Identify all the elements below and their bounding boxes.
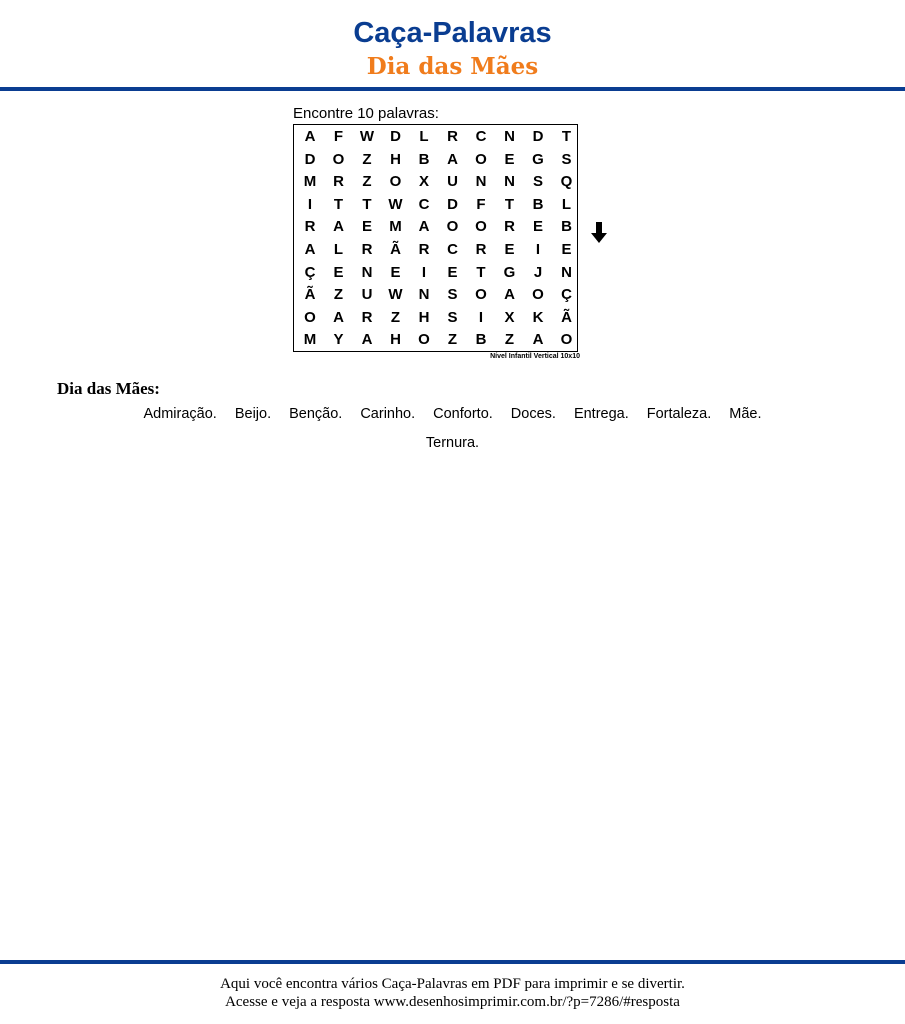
word-item: Ternura. bbox=[425, 435, 480, 451]
grid-letter: T bbox=[561, 128, 572, 145]
word-list-title: Dia das Mães: bbox=[57, 379, 160, 398]
grid-letter: E bbox=[333, 263, 344, 281]
grid-letter: Ã bbox=[304, 286, 316, 304]
grid-letter: M bbox=[303, 173, 317, 191]
grid-letter: E bbox=[361, 218, 372, 236]
grid-letter: L bbox=[419, 128, 429, 145]
footer-divider bbox=[0, 960, 905, 964]
grid-letter: G bbox=[503, 263, 516, 281]
grid-letter: N bbox=[504, 128, 515, 145]
puzzle-instruction: Encontre 10 palavras: bbox=[293, 105, 439, 122]
grid-letter: Z bbox=[333, 286, 344, 304]
grid-letter: B bbox=[561, 218, 572, 236]
page-title: Caça-Palavras bbox=[353, 17, 552, 49]
grid-letter: R bbox=[475, 241, 487, 258]
grid-letter: Z bbox=[362, 173, 372, 191]
grid-letter: S bbox=[447, 286, 458, 304]
grid-letter: H bbox=[418, 308, 430, 326]
grid-letter: O bbox=[304, 308, 316, 326]
grid-letter: S bbox=[561, 150, 572, 168]
grid-letter: Ã bbox=[561, 308, 572, 326]
word-item: Conforto. bbox=[433, 406, 493, 422]
grid-letter: H bbox=[390, 331, 401, 349]
grid-letter: O bbox=[560, 331, 573, 349]
grid-letter: U bbox=[447, 173, 458, 191]
grid-letter: A bbox=[418, 218, 430, 236]
grid-letter: Z bbox=[447, 331, 458, 349]
grid-letter: A bbox=[333, 218, 344, 236]
grid-letter: A bbox=[333, 308, 344, 326]
grid-letter: T bbox=[362, 195, 372, 213]
header-divider bbox=[0, 87, 905, 91]
grid-letter: O bbox=[475, 150, 487, 168]
grid-letter: R bbox=[418, 241, 430, 258]
grid-letter: Z bbox=[504, 331, 515, 349]
word-list-line-2 bbox=[0, 435, 905, 451]
grid-letter: D bbox=[532, 128, 544, 145]
footer-line-2: Acesse e veja a resposta www.desenhosimprimir.com.br/?p=7286/#resposta bbox=[225, 994, 680, 1010]
word-item: Doces. bbox=[510, 406, 556, 422]
grid-letter: A bbox=[361, 331, 373, 349]
word-item: Mãe. bbox=[729, 406, 762, 422]
word-item: Entrega. bbox=[573, 406, 629, 422]
grid-letter: O bbox=[332, 150, 345, 168]
grid-letter: Ã bbox=[390, 241, 401, 258]
grid-letter: I bbox=[421, 263, 427, 281]
grid-letter: O bbox=[475, 218, 487, 236]
grid-letter: E bbox=[504, 241, 515, 258]
grid-letter: C bbox=[475, 128, 487, 145]
grid-letter: I bbox=[307, 195, 313, 213]
grid-letter: R bbox=[304, 218, 316, 236]
grid-letter: K bbox=[532, 308, 544, 326]
grid-letter: N bbox=[475, 173, 487, 191]
grid-letter: C bbox=[418, 195, 430, 213]
grid-letter: E bbox=[504, 150, 515, 168]
grid-letter: E bbox=[390, 263, 401, 281]
grid-letter: E bbox=[447, 263, 458, 281]
grid-letter: A bbox=[504, 286, 515, 304]
grid-letter: A bbox=[304, 128, 316, 145]
grid-letter: H bbox=[390, 150, 401, 168]
grid-letter: W bbox=[388, 195, 403, 213]
grid-letter: T bbox=[333, 195, 344, 213]
grid-letter: R bbox=[361, 308, 373, 326]
grid-letter: M bbox=[303, 331, 317, 349]
grid-letter: N bbox=[418, 286, 430, 304]
word-item: Benção. bbox=[289, 406, 343, 422]
arrow-down-icon bbox=[591, 222, 607, 249]
word-list-line-1 bbox=[0, 406, 905, 422]
grid-letter: N bbox=[361, 263, 373, 281]
word-item: Admiração. bbox=[143, 406, 217, 422]
grid-letter: O bbox=[389, 173, 402, 191]
grid-letter: R bbox=[361, 241, 373, 258]
grid-letter: O bbox=[532, 286, 544, 304]
grid-letter: A bbox=[447, 150, 458, 168]
grid-letter: R bbox=[447, 128, 458, 145]
grid-letter: R bbox=[504, 218, 515, 236]
grid-letter: W bbox=[388, 286, 403, 304]
grid-letter: E bbox=[532, 218, 543, 236]
grid-letter: B bbox=[418, 150, 430, 168]
grid-letter: U bbox=[361, 286, 373, 304]
grid-letter: A bbox=[532, 331, 544, 349]
grid-letter: F bbox=[333, 128, 344, 145]
grid-letter: B bbox=[532, 195, 544, 213]
grid-letter: D bbox=[304, 150, 316, 168]
grid-letter: L bbox=[333, 241, 344, 258]
grid-letter: O bbox=[418, 331, 430, 349]
grid-letter: I bbox=[535, 241, 541, 258]
grid-letter: N bbox=[504, 173, 515, 191]
grid-letter: O bbox=[475, 286, 487, 304]
grid-letter: G bbox=[532, 150, 544, 168]
grid-letter: D bbox=[447, 195, 458, 213]
grid-letter: A bbox=[304, 241, 316, 258]
grid-letter: R bbox=[333, 173, 344, 191]
grid-letter: B bbox=[475, 331, 487, 349]
grid-letter: S bbox=[532, 173, 543, 191]
grid-letter: I bbox=[478, 308, 484, 326]
word-item: Beijo. bbox=[234, 406, 272, 422]
word-item: Fortaleza. bbox=[646, 406, 712, 422]
word-item: Carinho. bbox=[360, 406, 416, 422]
word-search-grid bbox=[293, 124, 578, 352]
grid-letter: D bbox=[390, 128, 401, 145]
grid-letter: S bbox=[447, 308, 458, 326]
grid-letter: Q bbox=[560, 173, 573, 191]
grid-letter: O bbox=[446, 218, 459, 236]
grid-letter: Ç bbox=[561, 286, 572, 304]
grid-letter: X bbox=[504, 308, 515, 326]
grid-letter: W bbox=[359, 128, 375, 145]
grid-letter: E bbox=[561, 241, 572, 258]
grid-letter: N bbox=[561, 263, 572, 281]
grid-letter: Z bbox=[390, 308, 401, 326]
grid-letter: X bbox=[418, 173, 429, 191]
grid-letter: T bbox=[504, 195, 515, 213]
page-subtitle: Dia das Mães bbox=[366, 53, 539, 80]
grid-letter: Ç bbox=[304, 263, 316, 281]
puzzle-level: Nível Infantil Vertical 10x10 bbox=[490, 353, 580, 360]
grid-letter: F bbox=[476, 195, 486, 213]
grid-letter: T bbox=[476, 263, 486, 281]
grid-letter: L bbox=[561, 195, 572, 213]
footer-line-1: Aqui você encontra vários Caça-Palavras em PDF para imprimir e se divertir. bbox=[220, 976, 685, 992]
grid-letter: C bbox=[447, 241, 458, 258]
grid-letter: M bbox=[389, 218, 402, 236]
grid-letter: Y bbox=[333, 331, 344, 349]
grid-letter: Z bbox=[362, 150, 372, 168]
grid-letter: J bbox=[533, 263, 543, 281]
